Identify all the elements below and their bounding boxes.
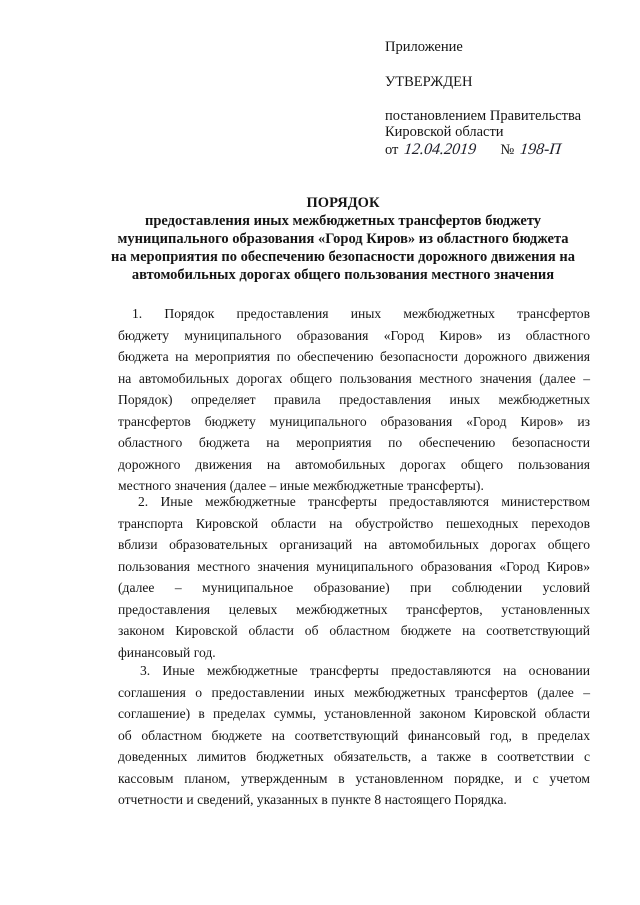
paragraph-line: пользования местного значения муниципального образования «Город Киров» [118, 558, 590, 574]
paragraph-line: соглашения о предоставлении иных межбюджетных трансфертов (далее – [118, 684, 590, 700]
paragraph-line: предоставления целевых межбюджетных трансфертов, установленных [118, 601, 590, 617]
paragraph-line: транспорта Кировской области на обустройство пешеходных переходов [118, 515, 590, 531]
paragraph-line: (далее – муниципальное образование) при соблюдении условий [118, 580, 590, 595]
paragraph-line: местного значения (далее – иные межбюджетные трансферты). [118, 478, 484, 493]
title-subtitle-line: на мероприятия по обеспечению безопасности дорожного движения на [111, 249, 575, 265]
document-title [90, 194, 596, 284]
paragraph-line: дорожного движения на автомобильных дорогах общего пользования [118, 456, 590, 472]
paragraph-line: доведенных лимитов бюджетных обязательств, а также в соответствии с [118, 749, 590, 764]
paragraph-3 [118, 660, 590, 811]
paragraph-line: финансовый год. [118, 644, 216, 660]
decree-line-1: постановлением Правительства [385, 108, 582, 124]
number-label: № [500, 142, 515, 158]
title-subtitle-line: муниципального образования «Город Киров» из областного бюджета [117, 231, 569, 247]
paragraph-line: на автомобильных дорогах общего пользования местного значения (далее – [118, 370, 590, 386]
handwritten-date: 12.04.2019 [403, 141, 478, 158]
paragraph-line: 2. Иные межбюджетные трансферты предоставляются министерством [138, 494, 590, 509]
decree-line-2: Кировской области [385, 124, 504, 140]
handwritten-number: 198-П [519, 141, 563, 158]
paragraph-line: трансфертов бюджету муниципального образования «Город Киров» из [118, 413, 590, 429]
paragraph-line: законом Кировской области об областном бюджете на соответствующий [118, 623, 590, 638]
title-heading: ПОРЯДОК [306, 195, 380, 211]
paragraph-line: 3. Иные межбюджетные трансферты предоставляются на основании [140, 663, 590, 678]
paragraph-line: Порядок) определяет правила предоставления иных межбюджетных [118, 392, 590, 407]
paragraph-line: кассовым планом, утвержденным в установленном порядке, и с учетом [118, 770, 590, 786]
paragraph-line: бюджета на мероприятия по обеспечению безопасности дорожного движения [118, 349, 590, 364]
from-label: от [385, 142, 399, 158]
appendix-label: Приложение [385, 39, 463, 55]
title-subtitle-line: предоставления иных межбюджетных трансфертов бюджету [144, 213, 542, 229]
paragraph-line: бюджету муниципального образования «Город Киров» из областного [118, 327, 590, 343]
paragraph-line: соглашение) в пределах суммы, установленной законом Кировской области [118, 706, 590, 721]
paragraph-line: об областном бюджете на соответствующий финансовый год, в пределах [118, 727, 590, 743]
title-subtitle-line: автомобильных дорогах общего пользования местного значения [131, 267, 555, 283]
paragraph-line: вблизи образовательных организаций на автомобильных дорогах общего [118, 537, 590, 552]
paragraph-2 [118, 491, 590, 663]
decree-date-number-line [385, 141, 561, 159]
paragraph-line: областного бюджета на мероприятия по обеспечению безопасности [118, 435, 590, 450]
paragraph-line: отчетности и сведений, указанных в пункте 8 настоящего Порядка. [118, 792, 507, 807]
approved-label: УТВЕРЖДЕН [385, 74, 473, 90]
paragraph-1 [118, 303, 590, 497]
paragraph-line: 1. Порядок предоставления иных межбюджетных трансфертов [132, 306, 590, 321]
